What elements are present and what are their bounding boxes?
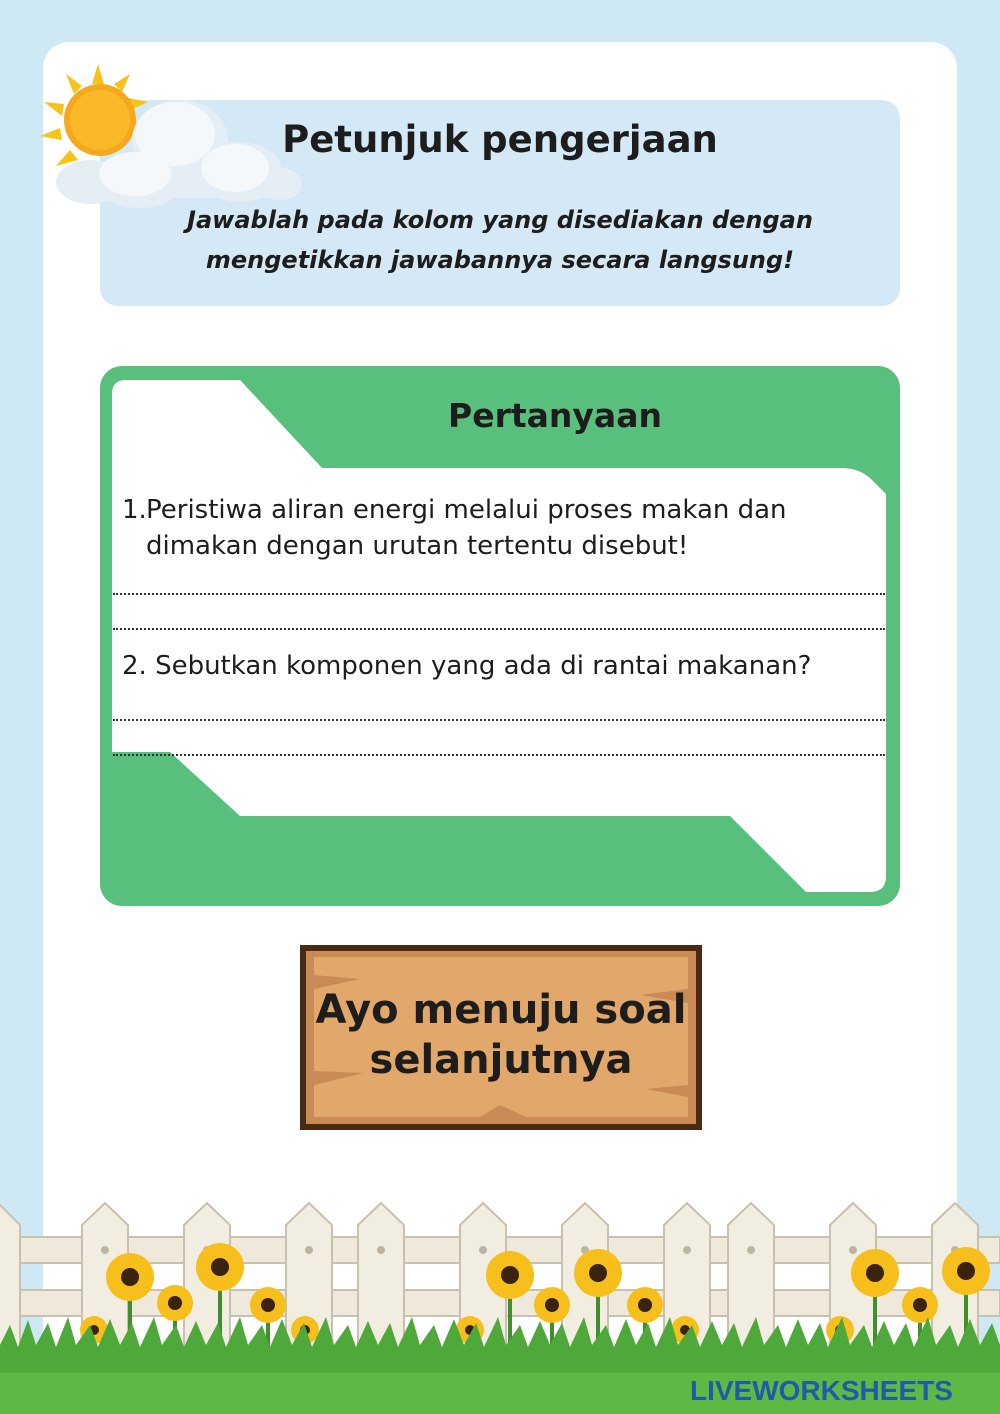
- instructions-line-1: Jawablah pada kolom yang disediakan dengan: [187, 206, 813, 234]
- question-2: 2. Sebutkan komponen yang ada di rantai makanan?: [122, 651, 812, 681]
- next-button-line-1: Ayo menuju soal: [315, 987, 687, 1033]
- answer-1-line-2[interactable]: [113, 628, 885, 630]
- question-1-number: 1.: [122, 495, 147, 525]
- instructions-text: [130, 200, 870, 280]
- question-1-text: [146, 492, 787, 564]
- answer-2-line-1[interactable]: [113, 719, 885, 721]
- next-question-button[interactable]: [300, 985, 702, 1085]
- instructions-line-2: mengetikkan jawabannya secara langsung!: [205, 246, 795, 274]
- instructions-title: Petunjuk pengerjaan: [282, 118, 718, 161]
- questions-header: Pertanyaan: [448, 396, 662, 435]
- question-1-line-2: dimakan dengan urutan tertentu disebut!: [146, 531, 689, 561]
- answer-2-line-2[interactable]: [113, 754, 885, 756]
- liveworksheets-logo: LIVEWORKSHEETS: [690, 1375, 953, 1406]
- answer-1-line-1[interactable]: [113, 593, 885, 595]
- question-panel: [100, 366, 900, 906]
- question-1: [122, 492, 842, 564]
- next-button-line-2: selanjutnya: [369, 1037, 633, 1083]
- question-1-line-1: Peristiwa aliran energi melalui proses makan dan: [146, 495, 787, 525]
